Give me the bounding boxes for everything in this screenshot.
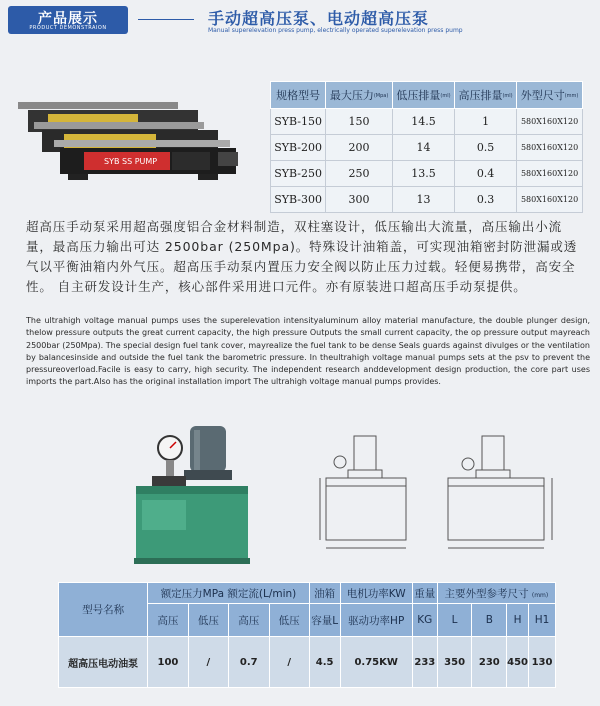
table-cell: 150 xyxy=(326,109,393,135)
table-cell: 580X160X120 xyxy=(517,161,583,187)
table-cell: 4.5 xyxy=(309,637,340,688)
chinese-description: 超高压手动泵采用超高强度铝合金材料制造，双柱塞设计，低压输出大流量，高压输出小流量，最高压力输出可达 2500bar (250Mpa)。特殊设计油箱盖，可实现油箱密封防泄漏或透气以平衡油箱内外气压。超高压手动泵内置压力安全阀以防止压力过载。轻便易携带，高安全性。 自主研发设计生产，核心部件采用进口元件。亦有原装进口超高压手动泵提供。 xyxy=(26,219,578,294)
electric-pump-image xyxy=(130,420,254,568)
spec-header-low-displacement: 低压排量(ml) xyxy=(392,82,454,109)
table-cell: SYB-300 xyxy=(271,187,326,213)
header-high-pressure: 高压 xyxy=(148,604,189,637)
table-row xyxy=(59,637,556,688)
table-cell: 233 xyxy=(412,637,437,688)
spec-header-high-displacement: 高压排量(ml) xyxy=(455,82,517,109)
table-cell: 14.5 xyxy=(392,109,454,135)
header-size-b: B xyxy=(472,604,507,637)
header-tank-1: 油箱 xyxy=(309,583,340,604)
table-cell: 0.7 xyxy=(229,637,269,688)
table-cell: 580X160X120 xyxy=(517,187,583,213)
table-cell: 0.5 xyxy=(455,135,517,161)
table-cell: 580X160X120 xyxy=(517,109,583,135)
header-motor-1: 电机功率KW xyxy=(340,583,412,604)
header-motor-2: 驱动功率HP xyxy=(340,604,412,637)
header-tank-2: 容量L xyxy=(309,604,340,637)
spec-table xyxy=(270,81,583,213)
technical-drawing xyxy=(312,430,570,570)
page-title: 手动超高压泵、电动超高压泵 xyxy=(208,9,430,28)
header-model-name: 型号名称 xyxy=(59,583,148,637)
table-cell: / xyxy=(188,637,228,688)
table-cell: SYB-250 xyxy=(271,161,326,187)
table-cell: 14 xyxy=(392,135,454,161)
manual-pump-image xyxy=(18,96,244,188)
table-row xyxy=(271,109,583,135)
header-weight-2: KG xyxy=(412,604,437,637)
english-description: The ultrahigh voltage manual pumps uses the superelevation intensityaluminum alloy material manufacture, the double plunger design, thelow pressure outputs the great current capacity, the high pressure Outputs the small current capacity, the op pressure output mayreach 2500bar (250Mpa). The special design fuel tank cover, mayrealize the fuel tank to be dense Seals guards against divulges or the ventilation by balancesinside and outside the fuel tank the barometric pressure. In theultrahigh voltage manual pumps sets at the psv to prevent the pressureoverload.Facile is easy to carry, high security. The independent research anddevelopment design production, the core part uses imports the part.Also has the original installation import The ultrahigh voltage manual pumps provides. xyxy=(26,316,590,387)
badge-title: 产品展示 xyxy=(38,11,98,27)
pump-label: SYB SS PUMP xyxy=(104,157,158,166)
table-cell: / xyxy=(269,637,309,688)
header-rated-pressure-flow: 额定压力MPa 额定流(L/min) xyxy=(148,583,310,604)
table-cell: 0.75KW xyxy=(340,637,412,688)
header-low-flow: 低压 xyxy=(269,604,309,637)
badge-subtitle: PRODUCT DEMONSTRAION xyxy=(29,25,107,31)
table-cell: 450 xyxy=(507,637,529,688)
page-subtitle: Manual superelevation press pump, electrically operated superelevation press pump xyxy=(208,27,463,34)
section-badge xyxy=(8,6,128,34)
header-size-h1: H1 xyxy=(529,604,556,637)
table-cell: 13.5 xyxy=(392,161,454,187)
table-cell: 230 xyxy=(472,637,507,688)
header-weight-1: 重量 xyxy=(412,583,437,604)
table-cell: 350 xyxy=(437,637,472,688)
spec-header-model: 规格型号 xyxy=(271,82,326,109)
table-row xyxy=(271,161,583,187)
table-cell: 300 xyxy=(326,187,393,213)
header-high-flow: 高压 xyxy=(229,604,269,637)
table-cell: 100 xyxy=(148,637,189,688)
table-cell: 250 xyxy=(326,161,393,187)
spec-header-max-pressure: 最大压力(Mpa) xyxy=(326,82,393,109)
header-low-pressure: 低压 xyxy=(188,604,228,637)
table-cell: 超高压电动油泵 xyxy=(59,637,148,688)
table-row xyxy=(271,135,583,161)
table-row xyxy=(271,187,583,213)
header-dimensions: 主要外型参考尺寸 (mm) xyxy=(437,583,555,604)
header-size-h: H xyxy=(507,604,529,637)
table-cell: 0.4 xyxy=(455,161,517,187)
table-cell: 200 xyxy=(326,135,393,161)
header-divider xyxy=(138,19,194,20)
table-cell: 13 xyxy=(392,187,454,213)
table-cell: SYB-200 xyxy=(271,135,326,161)
table-cell: 0.3 xyxy=(455,187,517,213)
header-size-l: L xyxy=(437,604,472,637)
table-cell: SYB-150 xyxy=(271,109,326,135)
table-cell: 1 xyxy=(455,109,517,135)
spec-header-dimensions: 外型尺寸(mm) xyxy=(517,82,583,109)
electric-pump-table xyxy=(58,582,556,688)
table-cell: 580X160X120 xyxy=(517,135,583,161)
table-cell: 130 xyxy=(529,637,556,688)
